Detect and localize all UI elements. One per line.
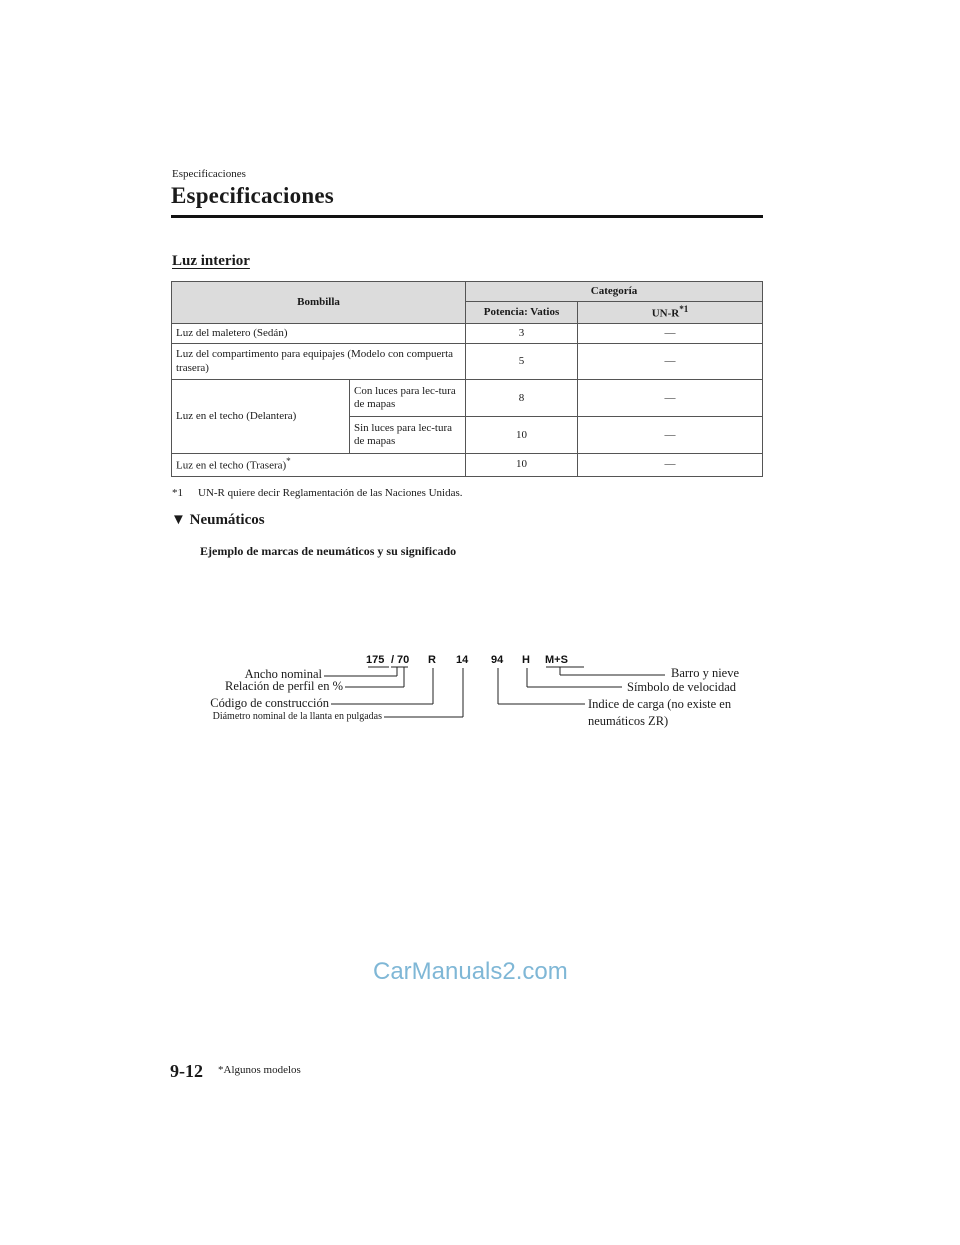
tire-code-speed: H: [522, 654, 530, 666]
tire-code-width: 175: [366, 654, 385, 666]
table-row-power: 10: [466, 454, 578, 476]
header-power: Potencia: Vatios: [466, 302, 578, 324]
table-row-power: 5: [466, 344, 578, 380]
tire-code-ratio: 70: [397, 654, 410, 666]
table-row-sub: Sin luces para lec-tura de mapas: [350, 417, 466, 454]
table-row-un: —: [578, 417, 763, 454]
label-mud-snow: Barro y nieve: [671, 666, 740, 680]
models-note: *Algunos modelos: [218, 1064, 301, 1076]
table-row-power: 8: [466, 380, 578, 417]
label-ratio: Relación de perfil en %: [224, 679, 343, 693]
table-row-un: —: [578, 454, 763, 476]
footnote-mark: *1: [172, 487, 183, 499]
tire-code-load: 94: [491, 654, 504, 666]
label-load-1: Indice de carga (no existe en: [588, 697, 732, 711]
table-row-bulb: Luz en el techo (Delantera): [172, 380, 350, 454]
table-row-un: —: [578, 344, 763, 380]
header-bulb: Bombilla: [172, 282, 466, 324]
label-rim: Diámetro nominal de la llanta en pulgadas: [212, 711, 382, 722]
header-un: $UN-R^{*1}$: [578, 302, 763, 324]
table-row-un: —: [578, 324, 763, 344]
label-speed: Símbolo de velocidad: [627, 680, 737, 694]
tires-example-caption: Ejemplo de marcas de neumáticos y su significado: [200, 544, 457, 558]
table-row-un: —: [578, 380, 763, 417]
table-row-power: 3: [466, 324, 578, 344]
table-row-bulb: Luz del maletero (Sedán): [172, 324, 466, 344]
page-number: 9-12: [170, 1061, 203, 1081]
table-row-power: 10: [466, 417, 578, 454]
label-load-2: neumáticos ZR): [588, 714, 669, 728]
tires-heading: ▼ Neumáticos: [171, 512, 265, 528]
tire-code-slash: /: [391, 654, 395, 666]
tire-code-rim: 14: [456, 654, 469, 666]
triangle-down-icon: ▼: [171, 512, 186, 528]
footnote-text: UN-R quiere decir Reglamentación de las Naciones Unidas.: [198, 487, 463, 499]
section-title: Luz interior: [172, 253, 250, 269]
tire-code-mud-snow: M+S: [545, 654, 568, 666]
table-row-sub: Con luces para lec-tura de mapas: [350, 380, 466, 417]
label-width: Ancho nominal: [244, 667, 322, 681]
table-row-bulb: Luz del compartimento para equipajes (Modelo con compuerta trasera): [172, 344, 466, 380]
label-construction: Código de construcción: [210, 696, 329, 710]
header-category: Categoría: [466, 282, 763, 302]
watermark: CarManuals2.com: [373, 958, 568, 985]
table-row-bulb: Luz en el techo (Trasera)*: [172, 454, 466, 476]
tire-code-construction: R: [428, 654, 436, 666]
page-title: Especificaciones: [171, 183, 334, 208]
breadcrumb: Especificaciones: [172, 168, 246, 180]
